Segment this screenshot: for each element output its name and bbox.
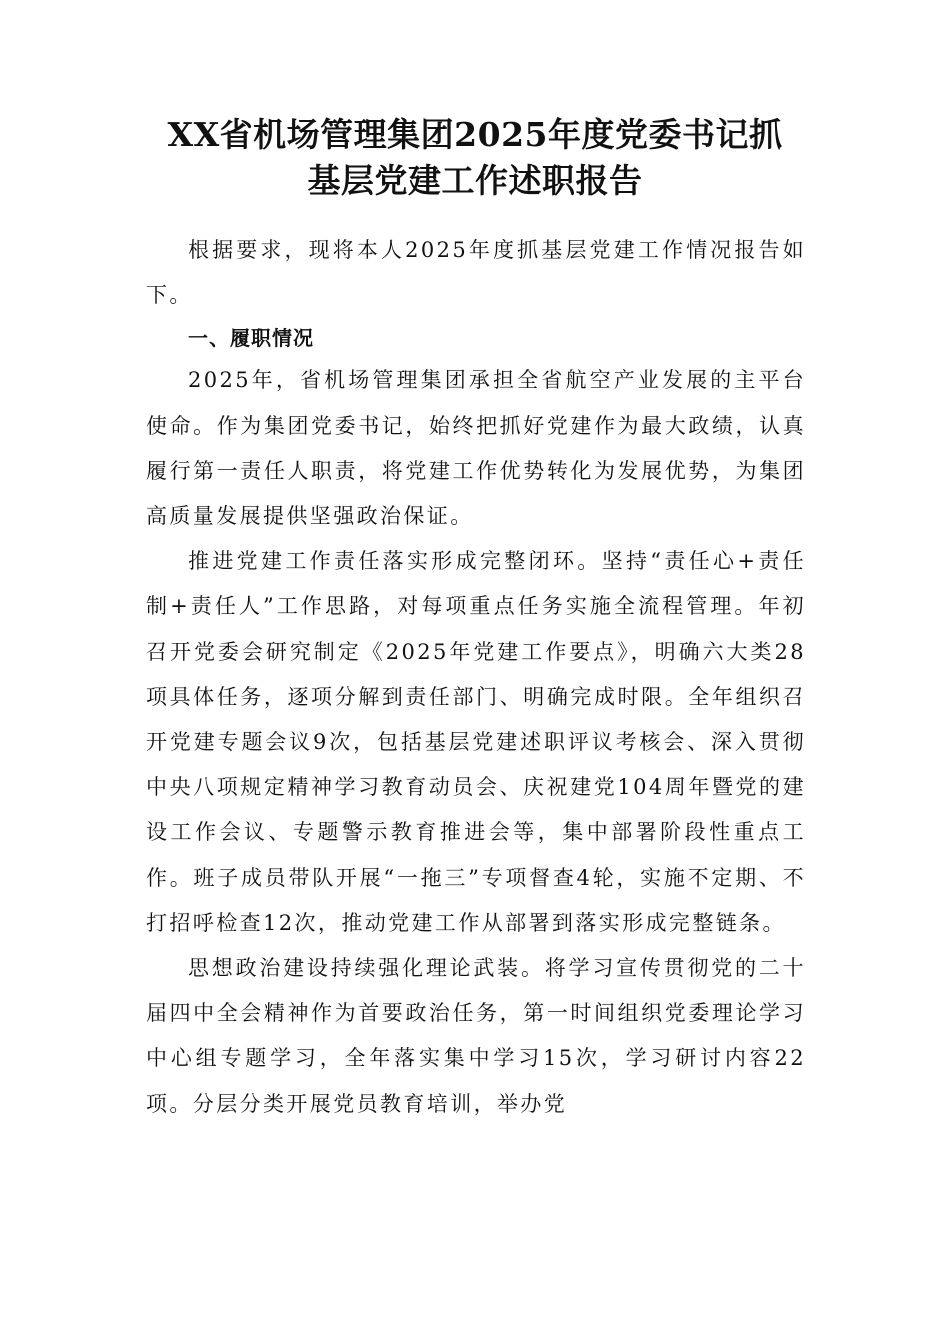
paragraph-ideology: 思想政治建设持续强化理论武装。将学习宣传贯彻党的二十届四中全会精神作为首要政治任务，第一时间组织党委理论学习中心组专题学习，全年落实集中学习15次，学习研讨内容22项。分层分类开展党员教育培训，举办党 (146, 956, 806, 1116)
document-title (120, 112, 830, 204)
document-body (146, 228, 806, 1127)
paragraph-responsibility: 推进党建工作责任落实形成完整闭环。坚持“责任心+责任制+责任人”工作思路，对每项重点任务实施全流程管理。年初召开党委会研究制定《2025年党建工作要点》，明确六大类28项具体任务，逐项分解到责任部门、明确完成时限。全年组织召开党建专题会议9次，包括基层党建述职评议考核会、深入贯彻中央八项规定精神学习教育动员会、庆祝建党104周年暨党的建设工作会议、专题警示教育推进会等，集中部署阶段性重点工作。班子成员带队开展“一拖三”专项督查4轮，实施不定期、不打招呼检查12次，推动党建工作从部署到落实形成完整链条。 (146, 549, 806, 935)
title-line-1: XX省机场管理集团2025年度党委书记抓 (167, 115, 783, 154)
paragraph-overview: 2025年，省机场管理集团承担全省航空产业发展的主平台使命。作为集团党委书记，始终把抓好党建作为最大政绩，认真履行第一责任人职责，将党建工作优势转化为发展优势，为集团高质量发展提供坚强政治保证。 (146, 368, 806, 529)
section-heading-performance: 一、履职情况 (188, 326, 314, 351)
title-line-2: 基层党建工作述职报告 (307, 161, 643, 200)
intro-paragraph: 根据要求，现将本人2025年度抓基层党建工作情况报告如下。 (146, 238, 806, 308)
